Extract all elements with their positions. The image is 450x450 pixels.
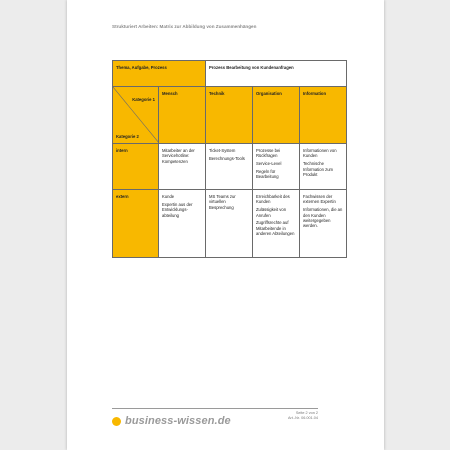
footer-divider [112, 408, 318, 409]
article-number: Art.-Nr. 06.001.04 [288, 416, 318, 421]
document-title: Strukturiert Arbeiten: Matrix zur Abbildung von Zusammenhängen [112, 24, 257, 29]
cell-text: Prozesse bei Rückfragen [256, 148, 281, 159]
category-2-label: Kategorie 2 [116, 133, 139, 139]
cell-extern-mensch [159, 190, 206, 258]
cell-text: Mitarbeiter an der Servicehotline: Kompetenzen [162, 148, 195, 164]
cell-text: MS Teams zur virtuellen Besprechung [209, 194, 236, 210]
column-header-technik: Technik [206, 87, 253, 144]
cell-text: Expertin aus der Entwicklungs-abteilung [162, 201, 193, 218]
page-number: Seite 2 von 2 [295, 411, 318, 415]
column-header-mensch: Mensch [159, 87, 206, 144]
footer-info [288, 411, 318, 421]
category-1-label: Kategorie 1 [132, 97, 155, 102]
topic-label: Thema, Aufgabe, Prozess [116, 65, 167, 70]
cell-text: Erreichbarkeit des Kunden [256, 194, 290, 205]
cell-extern-technik [206, 190, 253, 258]
document-page [67, 0, 384, 450]
topic-value: Prozess Bearbeitung von Kundenanfragen [209, 65, 294, 70]
matrix-header-row [113, 87, 347, 144]
cell-text: Zugriffsrechte auf Mitarbeitende in anderen Abteilungen [256, 220, 295, 237]
cell-text: Informationen, die an den Kunden weitergegeben werden. [303, 207, 343, 229]
matrix-table [112, 60, 347, 258]
brand-name: business-wissen.de [125, 415, 231, 427]
column-header-organisation: Organisation [253, 87, 300, 144]
matrix-row-intern [113, 144, 347, 190]
category-corner-cell [113, 87, 159, 144]
cell-text: Informationen von Kunden [303, 148, 337, 159]
cell-intern-mensch [159, 144, 206, 190]
cell-intern-technik [206, 144, 253, 190]
cell-text: Fachwissen der externen Expertin [303, 194, 336, 205]
cell-text: Service-Level [256, 161, 282, 167]
cell-text: Ticket-System [209, 148, 236, 153]
cell-text: Regeln für Bearbeitung [256, 169, 279, 180]
cell-text: Technische Information zum Produkt [303, 161, 334, 178]
topic-label-cell [113, 61, 206, 87]
brand-logo [112, 415, 231, 427]
cell-text: Kunde [162, 194, 175, 199]
cell-text: Zulässigkeit von Anrufen [256, 207, 287, 218]
topic-value-cell [206, 61, 347, 87]
cell-text: Berechnungs-Tools [209, 155, 245, 161]
column-header-information: Information [300, 87, 347, 144]
brand-dot-icon [112, 417, 121, 426]
cell-intern-information [300, 144, 347, 190]
cell-extern-organisation [253, 190, 300, 258]
cell-intern-organisation [253, 144, 300, 190]
row-label-intern: intern [113, 144, 159, 190]
matrix-topic-row [113, 61, 347, 87]
matrix-row-extern [113, 190, 347, 258]
cell-extern-information [300, 190, 347, 258]
row-label-extern: extern [113, 190, 159, 258]
